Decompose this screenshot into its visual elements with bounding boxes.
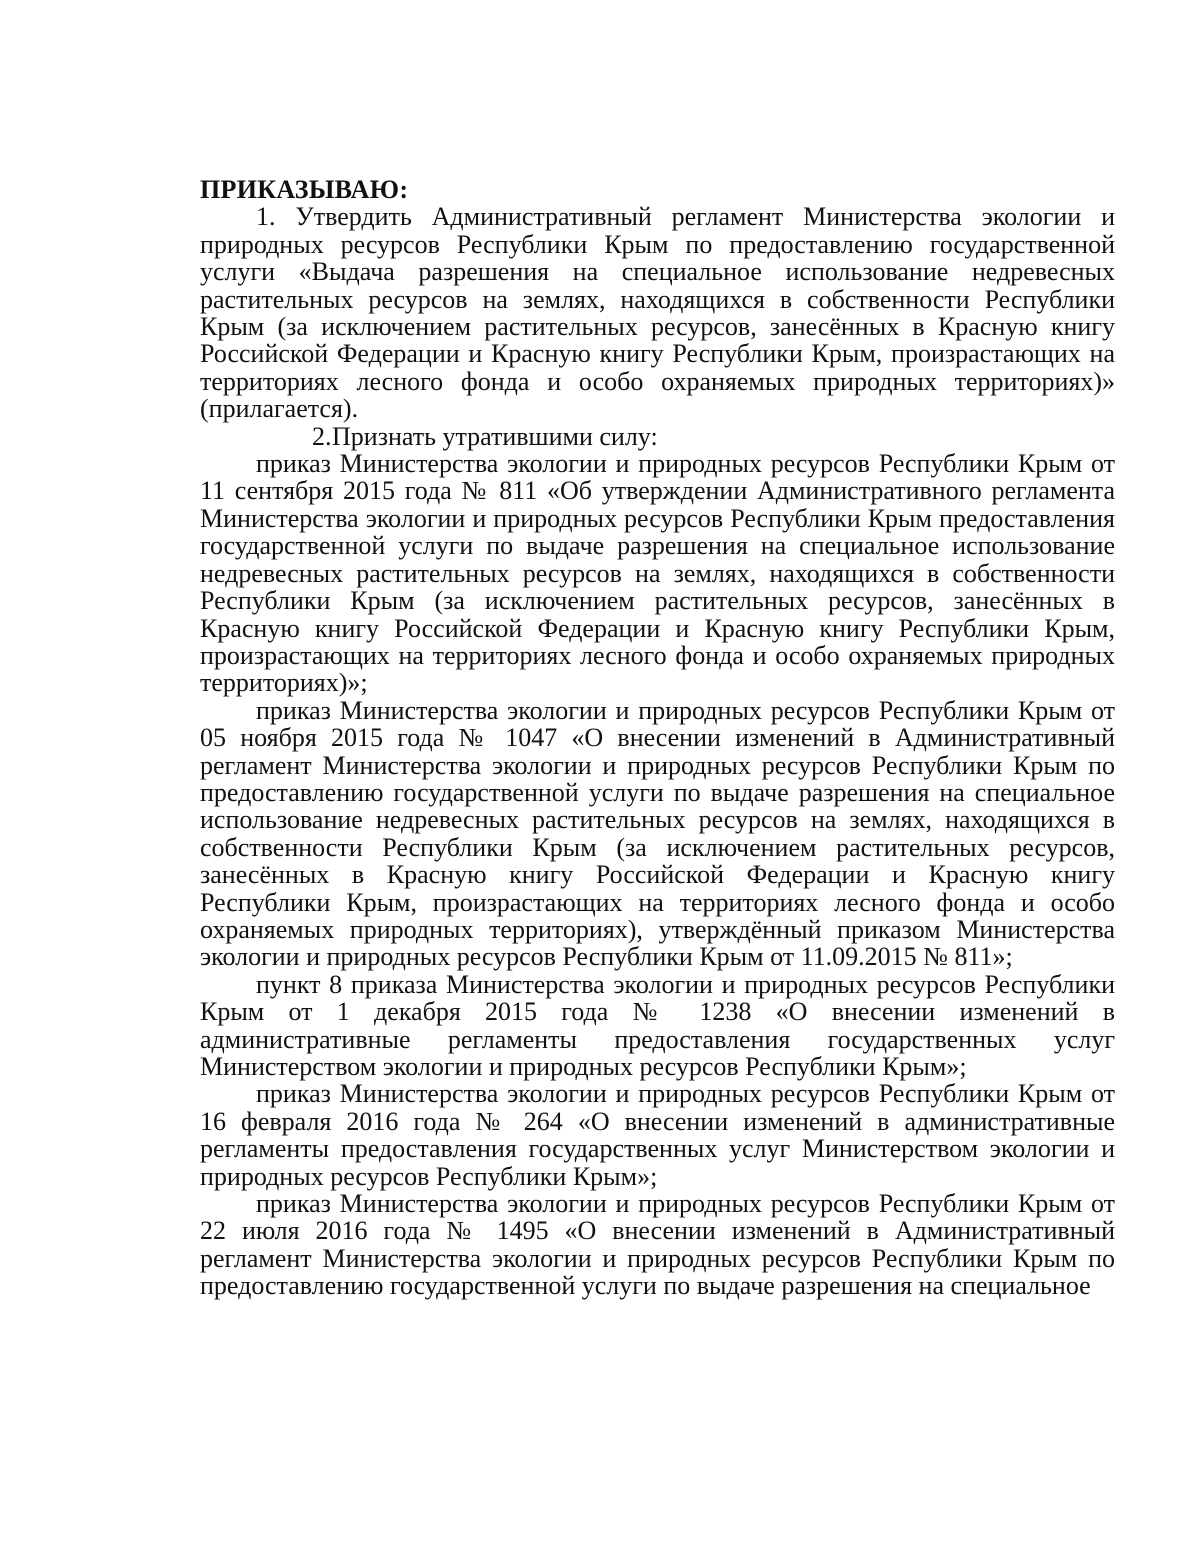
repealed-order-1238-item-8: пункт 8 приказа Министерства экологии и природных ресурсов Республики Крым от 1 декабря 2015 года № 1238 «О внесении изменений в административные регламенты предоставления государственных услуг Министерством экологии и природных ресурсов Республики Крым»; — [200, 969, 1115, 1081]
repealed-order-1495: приказ Министерства экологии и природных ресурсов Республики Крым от 22 июля 2016 года № 1495 «О внесении изменений в Административный регламент Министерства экологии и природных ресурсов Республики Крым по предоставлению государственной услуги по выдаче разрешения на специальное — [200, 1189, 1115, 1301]
repealed-order-1047: приказ Министерства экологии и природных ресурсов Республики Крым от 05 ноября 2015 года № 1047 «О внесении изменений в Административный регламент Министерства экологии и природных ресурсов Республики Крым по предоставлению государственной услуги по выдаче разрешения на специальное использование недревесных растительных ресурсов на землях, находящихся в собственности Республики Крым (за исключением растительных ресурсов, занесённых в Красную книгу Российской Федерации и Красную книгу Республики Крым, произрастающих на территориях лесного фонда и особо охраняемых природных территориях), утверждённый приказом Министерства экологии и природных ресурсов Республики Крым от 11.09.2015 № 811»; — [200, 695, 1115, 972]
document-body — [200, 176, 1115, 1300]
item-1-approve-regulation: 1. Утвердить Административный регламент Министерства экологии и природных ресурсов Республики Крым по предоставлению государственной услуги «Выдача разрешения на специальное использование недревесных растительных ресурсов на землях, находящихся в собственности Республики Крым (за исключением растительных ресурсов, занесённых в Красную книгу Российской Федерации и Красную книгу Республики Крым, произрастающих на территориях лесного фонда и особо охраняемых природных территориях)» (прилагается). — [200, 202, 1115, 424]
item-2-number: 2. — [312, 421, 332, 451]
order-heading: ПРИКАЗЫВАЮ: — [200, 175, 409, 204]
item-2-repeal — [200, 423, 1115, 450]
repealed-order-811: приказ Министерства экологии и природных ресурсов Республики Крым от 11 сентября 2015 года № 811 «Об утверждении Административного регламента Министерства экологии и природных ресурсов Республики Крым предоставления государственной услуги по выдаче разрешения на специальное использование недревесных растительных ресурсов на землях, находящихся в собственности Республики Крым (за исключением растительных ресурсов, занесённых в Красную книгу Российской Федерации и Красную книгу Республики Крым, произрастающих на территориях лесного фонда и особо охраняемых природных территориях)»; — [200, 449, 1115, 698]
item-2-text: Признать утратившими силу: — [332, 421, 658, 451]
repealed-order-264: приказ Министерства экологии и природных ресурсов Республики Крым от 16 февраля 2016 года № 264 «О внесении изменений в административные регламенты предоставления государственных услуг Министерством экологии и природных ресурсов Республики Крым»; — [200, 1079, 1115, 1191]
